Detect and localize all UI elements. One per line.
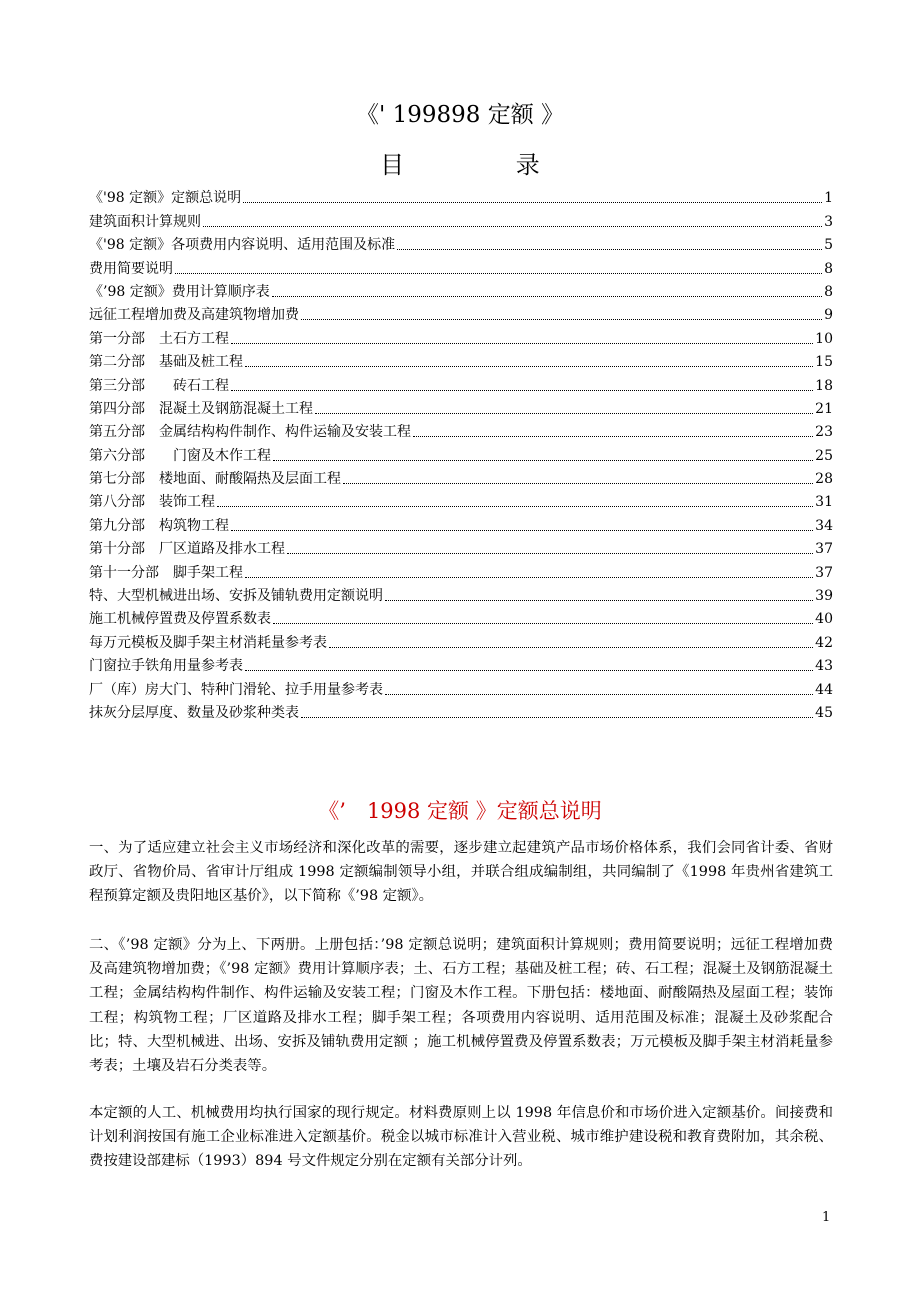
toc-entry-label: 厂（库）房大门、特种门滑轮、拉手用量参考表 <box>89 681 383 698</box>
toc-entry-page: 10 <box>815 330 833 347</box>
toc-entry-page: 5 <box>824 237 833 254</box>
toc-entry[interactable] <box>89 465 833 488</box>
toc-entry[interactable] <box>89 582 833 605</box>
toc-entry[interactable] <box>89 278 833 301</box>
toc-entry[interactable] <box>89 324 833 347</box>
body-paragraph: 本定额的人工、机械费用均执行国家的现行规定。材料费原则上以 1998 年信息价和市场价进入定额基价。间接费和计划利润按国有施工企业标准进入定额基价。税金以城市标准计入营业税、城市维护建设税和教育费附加，其余税、费按建设部建标（1993）894 号文件规定分别在定额有关部分计列。 <box>89 1105 833 1170</box>
toc-entry-label: 第一分部 土石方工程 <box>89 330 229 347</box>
toc-entry-page: 28 <box>815 471 833 488</box>
toc-leader-dots <box>385 600 813 601</box>
toc-entry[interactable] <box>89 628 833 651</box>
toc-entry-page: 43 <box>815 658 833 675</box>
toc-entry[interactable] <box>89 675 833 698</box>
toc-entry[interactable] <box>89 535 833 558</box>
toc-entry-label: 第四分部 混凝土及钢筋混凝土工程 <box>89 400 313 417</box>
toc-leader-dots <box>385 694 813 695</box>
toc-entry[interactable] <box>89 605 833 628</box>
toc-entry-label: 门窗拉手铁角用量参考表 <box>89 658 243 675</box>
toc-entry[interactable] <box>89 699 833 722</box>
toc-entry[interactable] <box>89 395 833 418</box>
toc-entry-page: 18 <box>815 377 833 394</box>
toc-entry-label: 第九分部 构筑物工程 <box>89 517 229 534</box>
toc-entry-label: 远征工程增加费及高建筑物增加费 <box>89 307 299 324</box>
toc-leader-dots <box>397 249 822 250</box>
toc-leader-dots <box>203 226 822 227</box>
body-paragraph: 二、《’98 定额》分为上、下两册。上册包括：’98 定额总说明；建筑面积计算规则；费用简要说明；远征工程增加费及高建筑物增加费；《’98 定额》费用计算顺序表；土、石方工程；基础及桩工程；砖、石工程；混凝土及钢筋混凝土工程；金属结构构件制作、构件运输及安装工程；门窗及木作工程。下册包括：楼地面、耐酸隔热及屋面工程；装饰工程；构筑物工程；厂区道路及排水工程；脚手架工程；各项费用内容说明、适用范围及标准；混凝土及砂浆配合比；特、大型机械进、出场、安拆及铺轨费用定额 ；施工机械停置费及停置系数表；万元模板及脚手架主材消耗量参考表；土壤及岩石分类表等。 <box>89 937 833 1075</box>
toc-entry-label: 第二分部 基础及桩工程 <box>89 354 243 371</box>
toc-entry-page: 8 <box>824 283 833 300</box>
toc-leader-dots <box>301 717 813 718</box>
page-number: 1 <box>822 1210 831 1225</box>
toc-entry-label: 特、大型机械进出场、安拆及铺轨费用定额说明 <box>89 588 383 605</box>
toc-entry-label: 第十一分部 脚手架工程 <box>89 564 243 581</box>
toc-entry-label: 第十分部 厂区道路及排水工程 <box>89 541 285 558</box>
toc-leader-dots <box>231 390 813 391</box>
toc-leader-dots <box>287 553 813 554</box>
toc-leader-dots <box>245 670 813 671</box>
toc-entry[interactable] <box>89 207 833 230</box>
toc-entry[interactable] <box>89 348 833 371</box>
toc-entry-page: 8 <box>824 260 833 277</box>
toc-entry-label: 施工机械停置费及停置系数表 <box>89 611 271 628</box>
toc-entry-page: 42 <box>815 634 833 651</box>
toc-entry-page: 15 <box>815 354 833 371</box>
toc-entry-label: 第七分部 楼地面、耐酸隔热及层面工程 <box>89 471 341 488</box>
toc-leader-dots <box>272 296 822 297</box>
toc-leader-dots <box>243 202 822 203</box>
toc-entry-page: 31 <box>815 494 833 511</box>
toc-entry-page: 3 <box>824 213 833 230</box>
toc-entry[interactable] <box>89 184 833 207</box>
toc-entry[interactable] <box>89 231 833 254</box>
toc-leader-dots <box>413 436 813 437</box>
toc-entry-label: 《'98 定额》各项费用内容说明、适用范围及标准 <box>89 237 396 254</box>
toc-entry-page: 44 <box>815 681 833 698</box>
toc-leader-dots <box>217 506 813 507</box>
toc-entry-label: 建筑面积计算规则 <box>89 213 201 230</box>
toc-entry[interactable] <box>89 254 833 277</box>
toc-entry[interactable] <box>89 511 833 534</box>
toc-entry-page: 23 <box>815 424 833 441</box>
toc-leader-dots <box>245 366 813 367</box>
section-title: 《’ 1998 定额 》定额总说明 <box>318 799 602 823</box>
toc-entry[interactable] <box>89 418 833 441</box>
toc-entry-page: 45 <box>815 704 833 721</box>
toc-leader-dots <box>315 413 813 414</box>
toc-heading: 目 录 <box>380 151 592 179</box>
toc-entry-label: 每万元模板及脚手架主材消耗量参考表 <box>89 634 327 651</box>
toc-leader-dots <box>245 577 813 578</box>
table-of-contents <box>89 184 833 722</box>
toc-entry-page: 25 <box>815 447 833 464</box>
toc-entry[interactable] <box>89 488 833 511</box>
document-title: 《' 199898 定额 》 <box>355 102 565 128</box>
toc-entry-page: 37 <box>815 564 833 581</box>
toc-entry-label: 第八分部 装饰工程 <box>89 494 215 511</box>
toc-entry-page: 34 <box>815 517 833 534</box>
toc-entry-page: 1 <box>824 190 833 207</box>
toc-leader-dots <box>231 343 813 344</box>
toc-leader-dots <box>273 623 813 624</box>
toc-entry[interactable] <box>89 652 833 675</box>
toc-entry-page: 40 <box>815 611 833 628</box>
toc-leader-dots <box>301 319 822 320</box>
toc-entry-page: 21 <box>815 400 833 417</box>
toc-entry-label: 费用简要说明 <box>89 260 173 277</box>
toc-leader-dots <box>329 647 813 648</box>
toc-entry-label: 《’98 定额》费用计算顺序表 <box>89 283 270 300</box>
toc-entry[interactable] <box>89 558 833 581</box>
toc-leader-dots <box>175 273 822 274</box>
toc-entry-label: 第五分部 金属结构构件制作、构件运输及安装工程 <box>89 424 411 441</box>
toc-entry-label: 第六分部 门窗及木作工程 <box>89 447 271 464</box>
toc-entry[interactable] <box>89 371 833 394</box>
toc-leader-dots <box>231 530 813 531</box>
toc-leader-dots <box>343 483 813 484</box>
toc-entry-page: 37 <box>815 541 833 558</box>
body-paragraph: 一、为了适应建立社会主义市场经济和深化改革的需要，逐步建立起建筑产品市场价格体系，我们会同省计委、省财政厅、省物价局、省审计厅组成 1998 定额编制领导小组，并联合组成编制组，共同编制了《1998 年贵州省建筑工程预算定额及贵阳地区基价》，以下简称《’98 定额》。 <box>89 840 833 905</box>
toc-entry-label: 抹灰分层厚度、数量及砂浆种类表 <box>89 704 299 721</box>
toc-entry-label: 第三分部 砖石工程 <box>89 377 229 394</box>
toc-entry-page: 9 <box>824 307 833 324</box>
toc-entry-page: 39 <box>815 588 833 605</box>
toc-entry-label: 《'98 定额》定额总说明 <box>89 190 242 207</box>
toc-entry[interactable] <box>89 441 833 464</box>
toc-leader-dots <box>273 460 813 461</box>
toc-entry[interactable] <box>89 301 833 324</box>
